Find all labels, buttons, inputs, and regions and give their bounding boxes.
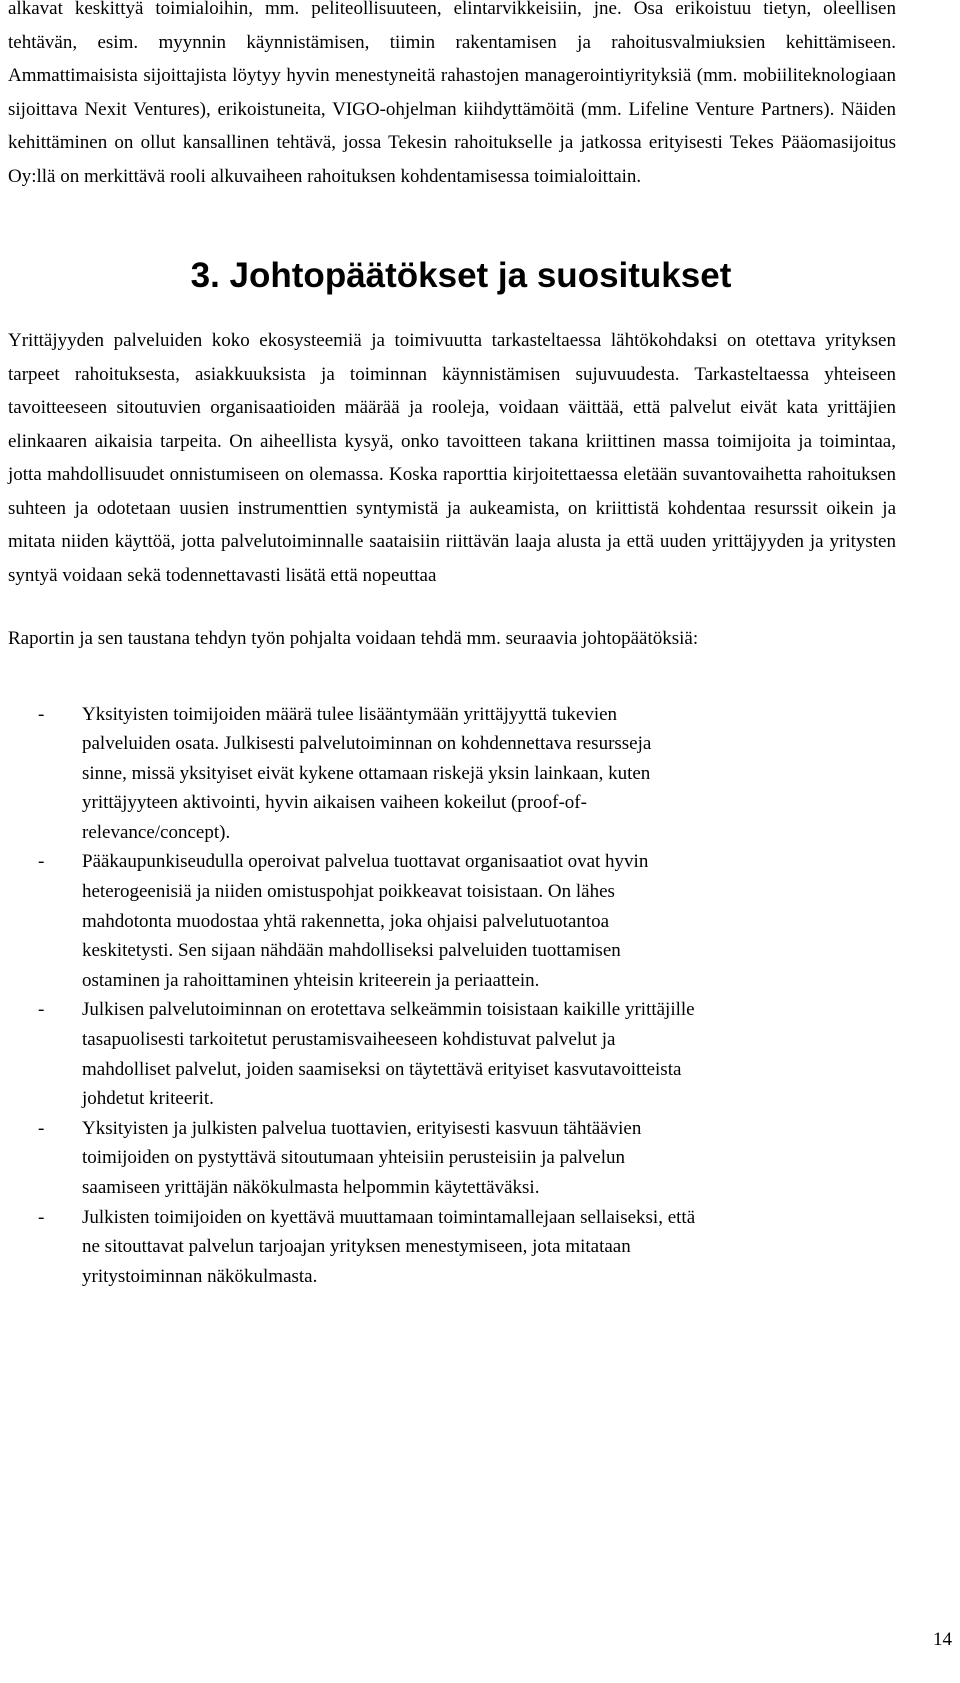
list-item-line: toimijoiden on pystyttävä sitoutumaan yhteisiin perusteisiin ja palvelun — [82, 1147, 626, 1169]
intro-paragraph: alkavat keskittyä toimialoihin, mm. peliteollisuuteen, elintarvikkeisiin, jne. Osa erikoistuu tietyn, oleellisen tehtävän, esim. myynnin käynnistämisen, tiimin rakentamisen ja rahoitusvalmiuksien kehittämiseen. Ammattimaisista sijoittajista löytyy hyvin menestyneitä rahastojen managerointiyrityksiä (mm. mobiiliteknologiaan sijoittava Nexit Ventures), erikoistuneita, VIGO-ohjelman kiihdyttämöitä (mm. Lifeline Venture Partners). Näiden kehittäminen on ollut kansallinen tehtävä, jossa Tekesin rahoitukselle ja jatkossa erityisesti Tekes Pääomasijoitus Oy:llä on merkittävä rooli alkuvaiheen rahoituksen kohdentamisessa toimialoittain. — [8, 0, 896, 187]
section-body-paragraph: Yrittäjyyden palveluiden koko ekosysteemiä ja toimivuutta tarkasteltaessa lähtökohdaksi on otettava yrityksen tarpeet rahoituksesta, asiakkuuksista ja toiminnan käynnistämisen sujuvuudesta. Tarkasteltaessa yhteiseen tavoitteeseen sitoutuvien organisaatioiden määrää ja rooleja, voidaan väittää, että palvelut eivät kata yrittäjien elinkaaren aikaisia tarpeita. On aiheellista kysyä, onko tavoitteen takana kriittinen massa toimijoita ja toimintaa, jotta mahdollisuudet onnistumiseen on olemassa. Koska raporttia kirjoitettaessa eletään suvantovaihetta rahoituksen suhteen ja odotetaan uusien instrumenttien syntymistä ja aukeamista, on kriittistä kohdentaa resurssit oikein ja mitata niiden käyttöä, jotta palvelutoiminnalle saataisiin riittävän laaja alusta ja että uuden yrittäjyyden ja yritysten syntyä voidaan sekä todennettavasti lisätä että nopeuttaa — [8, 330, 896, 586]
list-item — [8, 1203, 896, 1292]
conclusions-intro-paragraph: Raportin ja sen taustana tehdyn työn pohjalta voidaan tehdä mm. seuraavia johtopäätöksiä: — [8, 628, 699, 649]
list-item — [8, 1114, 896, 1203]
list-item-line: palveluiden osata. Julkisesti palvelutoiminnan on kohdennettava resursseja — [82, 733, 652, 755]
list-item-line: keskitetysti. Sen sijaan nähdään mahdolliseksi palveluiden tuottamisen — [82, 940, 621, 962]
list-item-line: heterogeenisiä ja niiden omistuspohjat poikkeavat toisistaan. On lähes — [82, 881, 615, 903]
list-dash: - — [38, 851, 45, 873]
page-number: 14 — [933, 1629, 952, 1650]
list-item-line: sinne, missä yksityiset eivät kykene ottamaan riskejä yksin lainkaan, kuten — [82, 762, 651, 784]
list-item-line: Julkisten toimijoiden on kyettävä muuttamaan toimintamallejaan sellaiseksi, että — [82, 1206, 696, 1228]
list-item — [8, 700, 896, 848]
conclusions-list — [8, 700, 896, 1292]
list-item-line: yrittäjyyteen aktivointi, hyvin aikaisen vaiheen kokeilut (proof-of- — [82, 792, 587, 814]
list-item-line: saamiseen yrittäjän näkökulmasta helpommin käytettäväksi. — [82, 1177, 540, 1198]
list-item-line: yritystoiminnan näkökulmasta. — [82, 1265, 318, 1287]
document-page — [8, 0, 896, 1291]
list-dash: - — [38, 703, 45, 725]
list-item-line: tasapuolisesti tarkoitetut perustamisvaiheeseen kohdistuvat palvelut ja — [82, 1029, 616, 1051]
list-item-line: johdetut kriteerit. — [82, 1088, 214, 1110]
list-item — [8, 847, 896, 995]
list-item-line: Yksityisten toimijoiden määrä tulee lisääntymään yrittäjyyttä tukevien — [82, 703, 618, 725]
list-item-line: Yksityisten ja julkisten palvelua tuottavien, erityisesti kasvuun tähtäävien — [82, 1117, 642, 1139]
list-dash: - — [38, 999, 45, 1021]
section-heading: 3. Johtopäätökset ja suositukset — [190, 256, 732, 295]
list-item-line: Pääkaupunkiseudulla operoivat palvelua tuottavat organisaatiot ovat hyvin — [82, 851, 649, 873]
list-item — [8, 995, 896, 1113]
list-dash: - — [38, 1206, 45, 1228]
list-item-line: mahdotonta muodostaa yhtä rakennetta, joka ohjaisi palvelutuotantoa — [82, 910, 610, 932]
list-item-line: Julkisen palvelutoiminnan on erotettava selkeämmin toisistaan kaikille yrittäjille — [82, 999, 695, 1021]
list-item-line: relevance/concept). — [82, 821, 231, 843]
list-item-line: mahdolliset palvelut, joiden saamiseksi on täytettävä erityiset kasvutavoitteista — [82, 1058, 682, 1080]
list-item-line: ostaminen ja rahoittaminen yhteisin kriteerein ja periaattein. — [82, 969, 540, 991]
list-dash: - — [38, 1117, 45, 1139]
list-item-line: ne sitouttavat palvelun tarjoajan yrityksen menestymiseen, jota mitataan — [82, 1236, 631, 1258]
